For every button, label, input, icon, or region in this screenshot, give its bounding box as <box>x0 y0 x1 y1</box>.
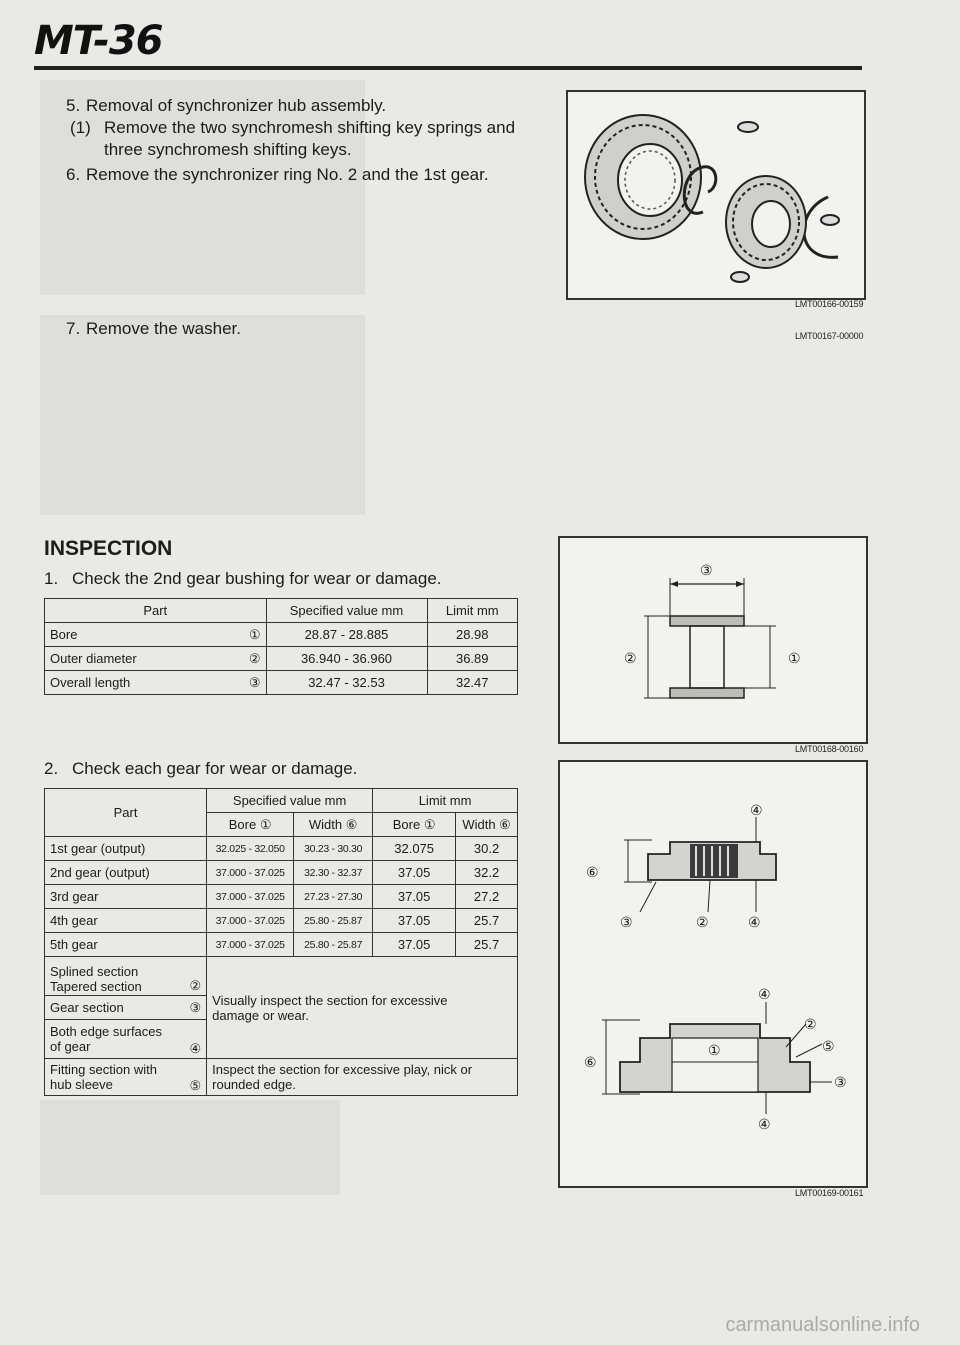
callout-2: ② <box>804 1016 817 1032</box>
visual-inspect-text-cont: damage or wear. <box>212 1007 309 1023</box>
table-cell: 32.30 - 32.37 <box>294 861 373 885</box>
callout-4: ④ <box>758 986 771 1002</box>
section-heading: INSPECTION <box>44 537 173 560</box>
gear-section-upper <box>624 817 776 912</box>
callout-1: ① <box>708 1042 721 1058</box>
inspection-item-1-number: 1. <box>44 569 59 588</box>
table-cell: 2nd gear (output) <box>45 861 207 885</box>
step-6-text: Remove the synchronizer ring No. 2 and the 1st gear. <box>86 165 489 184</box>
step-5-1-text: Remove the two synchromesh shifting key springs and <box>104 118 516 137</box>
table-cell: 37.000 - 37.025 <box>207 933 294 957</box>
table-cell: 5th gear <box>45 933 207 957</box>
figure-code: LMT00167-00000 <box>795 331 864 341</box>
table-row <box>45 647 518 671</box>
table-header: Part <box>45 599 267 623</box>
table-cell: 25.80 - 25.87 <box>294 909 373 933</box>
step-5-1-text-cont: three synchromesh shifting keys. <box>104 140 352 159</box>
splined-section-label: Splined section <box>50 964 139 979</box>
table-cell: ③ <box>225 671 266 695</box>
table-cell <box>45 1059 182 1096</box>
table-cell: 28.98 <box>427 623 518 647</box>
both-edge-label: Both edge surfaces <box>50 1024 163 1039</box>
table-cell: 25.80 - 25.87 <box>294 933 373 957</box>
table-cell: 32.47 - 32.53 <box>266 671 427 695</box>
table-cell: ③ <box>182 996 207 1020</box>
of-gear-label: of gear <box>50 1039 91 1054</box>
callout-2: ② <box>696 914 709 930</box>
table-cell: ⑤ <box>182 1059 207 1096</box>
table-cell: 27.2 <box>456 885 518 909</box>
table-header-row <box>45 789 518 813</box>
table-cell: 25.7 <box>456 909 518 933</box>
callout-5: ⑤ <box>822 1038 835 1054</box>
table-row <box>45 909 518 933</box>
table-cell: ④ <box>182 1020 207 1059</box>
gear-cross-section-figure <box>558 760 868 1188</box>
table-cell: Outer diameter <box>45 647 225 671</box>
header-rule <box>34 66 862 70</box>
table-header-row <box>45 599 518 623</box>
tapered-section-label: Tapered section <box>50 979 142 994</box>
table-cell: 37.000 - 37.025 <box>207 885 294 909</box>
callout-2: ② <box>624 650 637 666</box>
table-row <box>45 957 518 996</box>
table-cell: 32.2 <box>456 861 518 885</box>
gear-sections-illustration <box>560 762 866 1186</box>
table-row <box>45 861 518 885</box>
table-header: Limit mm <box>373 789 518 813</box>
table-row <box>45 885 518 909</box>
inspection-item-1-text: Check the 2nd gear bushing for wear or damage. <box>72 569 442 588</box>
table-cell: ① <box>225 623 266 647</box>
table-cell: Bore <box>45 623 225 647</box>
step-5-text: Removal of synchronizer hub assembly. <box>86 96 387 115</box>
table-header: Limit mm <box>427 599 518 623</box>
table-cell: 4th gear <box>45 909 207 933</box>
callout-1: ① <box>788 650 801 666</box>
callout-4: ④ <box>748 914 761 930</box>
table-header: Width ⑥ <box>294 813 373 837</box>
table-row <box>45 623 518 647</box>
bleed-through-image <box>40 315 365 515</box>
table-cell: 37.000 - 37.025 <box>207 909 294 933</box>
table-cell: 37.05 <box>373 909 456 933</box>
table-cell: 25.7 <box>456 933 518 957</box>
table-cell: 27.23 - 27.30 <box>294 885 373 909</box>
table-row <box>45 837 518 861</box>
step-5-number: 5. <box>66 96 81 115</box>
table-cell: 37.05 <box>373 885 456 909</box>
step-6-number: 6. <box>66 165 81 184</box>
callout-6: ⑥ <box>584 1054 597 1070</box>
step-7-number: 7. <box>66 319 81 338</box>
gear-spec-table <box>44 788 518 1096</box>
callout-3: ③ <box>834 1074 847 1090</box>
figure-code: LMT00166-00159 <box>795 299 864 309</box>
hub-sleeve-label: hub sleeve <box>50 1077 113 1092</box>
gear-drawing <box>726 176 806 268</box>
table-header: Bore ① <box>373 813 456 837</box>
callout-3: ③ <box>700 562 713 578</box>
page-number: MT-36 <box>34 18 163 64</box>
table-cell: 36.940 - 36.960 <box>266 647 427 671</box>
key-spring-drawing <box>804 197 838 257</box>
table-cell <box>207 1059 518 1096</box>
inspect-play-text-cont: rounded edge. <box>212 1077 296 1092</box>
table-cell: 30.2 <box>456 837 518 861</box>
watermark: carmanualsonline.info <box>725 1314 920 1336</box>
table-cell: Gear section <box>45 996 182 1020</box>
callout-3: ③ <box>620 914 633 930</box>
table-cell: ② <box>225 647 266 671</box>
table-cell: 3rd gear <box>45 885 207 909</box>
table-row <box>45 933 518 957</box>
table-header: Part <box>45 789 207 837</box>
bushing-cross-section <box>560 538 866 742</box>
table-cell: 37.000 - 37.025 <box>207 861 294 885</box>
bushing-figure <box>558 536 868 744</box>
visual-inspect-text: Visually inspect the section for excessive <box>212 992 448 1008</box>
table-cell: 32.025 - 32.050 <box>207 837 294 861</box>
table-header: Bore ① <box>207 813 294 837</box>
table-cell: 36.89 <box>427 647 518 671</box>
synchronizer-parts-illustration <box>568 92 864 298</box>
table-cell: 32.075 <box>373 837 456 861</box>
step-5-1-number: (1) <box>70 118 91 137</box>
figure-code: LMT00168-00160 <box>795 744 864 754</box>
callout-4: ④ <box>750 802 763 818</box>
table-cell <box>45 957 182 996</box>
table-cell: ② <box>182 957 207 996</box>
table-cell: 37.05 <box>373 933 456 957</box>
table-cell: 32.47 <box>427 671 518 695</box>
table-cell <box>207 957 518 1059</box>
bushing-spec-table <box>44 598 518 695</box>
table-cell: 30.23 - 30.30 <box>294 837 373 861</box>
callout-4: ④ <box>758 1116 771 1132</box>
fitting-section-label: Fitting section with <box>50 1062 157 1077</box>
step-7-text: Remove the washer. <box>86 319 241 338</box>
shifting-key-drawing <box>731 272 749 282</box>
table-header: Specified value mm <box>266 599 427 623</box>
table-cell: Overall length <box>45 671 225 695</box>
inspection-item-2-text: Check each gear for wear or damage. <box>72 759 358 778</box>
inspect-play-text: Inspect the section for excessive play, nick or <box>212 1062 473 1077</box>
bleed-through-image <box>40 1100 340 1195</box>
shifting-key-drawing <box>738 122 758 132</box>
table-row <box>45 1059 518 1096</box>
gear-ring-drawing <box>585 115 701 239</box>
table-header: Specified value mm <box>207 789 373 813</box>
table-cell <box>45 1020 182 1059</box>
callout-6: ⑥ <box>586 864 599 880</box>
inspection-item-2-number: 2. <box>44 759 59 778</box>
synchronizer-figure <box>566 90 866 300</box>
table-cell: 1st gear (output) <box>45 837 207 861</box>
table-cell: 28.87 - 28.885 <box>266 623 427 647</box>
shifting-key-drawing <box>821 215 839 225</box>
figure-code: LMT00169-00161 <box>795 1188 864 1198</box>
table-header: Width ⑥ <box>456 813 518 837</box>
table-cell: 37.05 <box>373 861 456 885</box>
table-row <box>45 671 518 695</box>
